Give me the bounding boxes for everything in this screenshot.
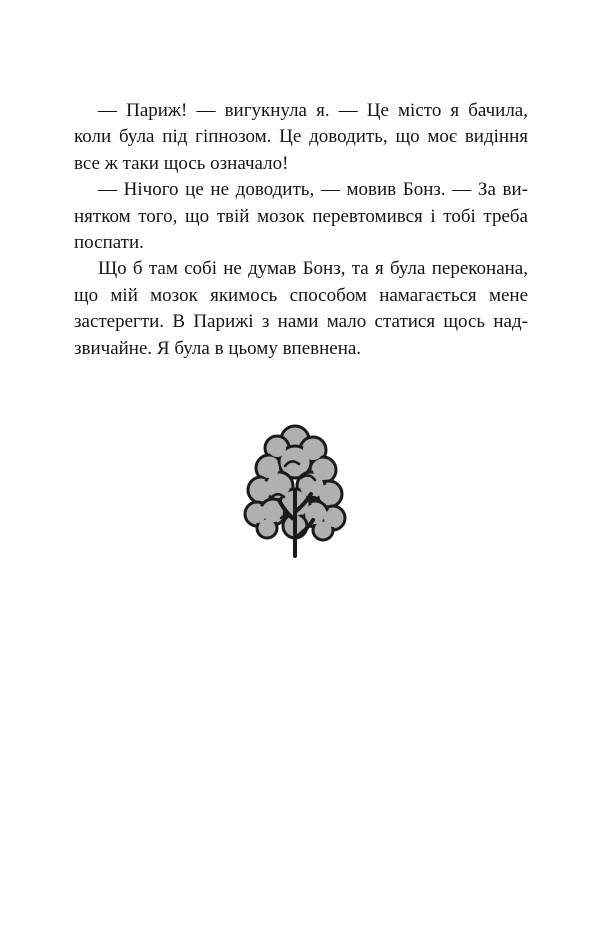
- chapter-text: [74, 98, 528, 362]
- paragraph-3: Що б там собі не думав Бонз, та я була переконана, що мій мозок якимось способом намагається мене застерегти. В Парижі з нами мало статися щось надзвичайне. Я була в цьому впевнена.: [74, 258, 528, 359]
- paragraph-1: — Париж! — вигукнула я. — Це місто я бачила, коли була під гіпнозом. Це доводить, що моє видіння все ж таки щось означало!: [74, 100, 528, 174]
- tree-icon: [241, 420, 349, 560]
- paragraph-2: — Нічого це не доводить, — мовив Бонз. — За винятком того, що твій мозок перевтомився і тобі треба поспати.: [74, 179, 528, 254]
